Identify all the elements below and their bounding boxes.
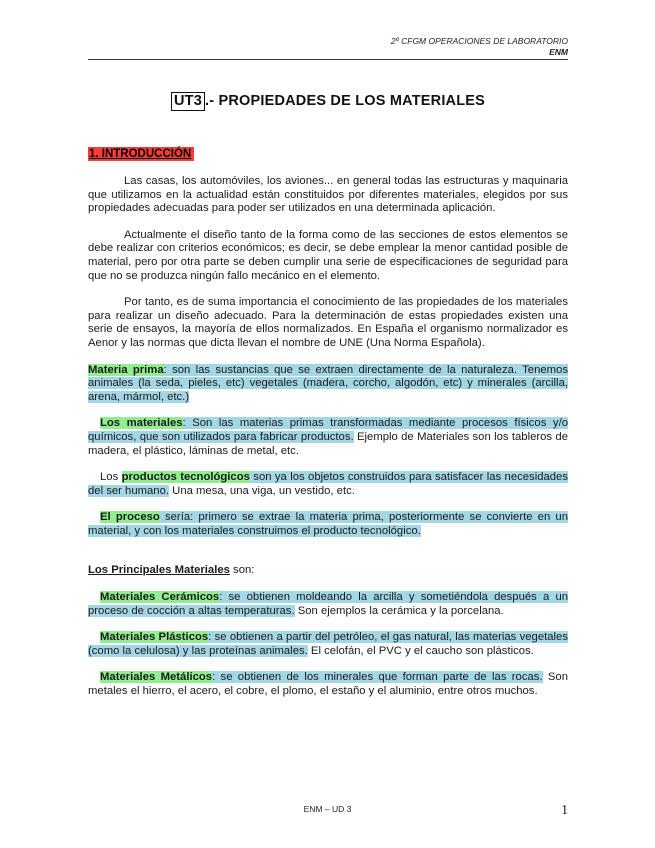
text-segment: El celofán, el PVC y el caucho son plásticos. [307, 644, 534, 657]
materia-prima-definition [88, 364, 568, 405]
materiales-ceramicos [88, 591, 568, 618]
text-segment: Los [100, 471, 122, 484]
text-segment: son ya los objetos construidos para satisfacer las necesidades del ser humano. [88, 471, 568, 497]
text-segment: Los Principales Materiales [88, 564, 230, 577]
highlighted-term: Materia prima [88, 363, 164, 376]
text-segment: Las casas, los automóviles, los aviones... en general todas las estructuras y maquinaria que utilizamos en la actualidad están constituidos por diferentes materiales, elegidos por sus propiedades adecuadas para poder ser utilizados en una determinada aplicación. [88, 175, 568, 215]
header-course-text: 2º CFGM OPERACIONES DE LABORATORIO [390, 36, 568, 46]
highlighted-term: El proceso [100, 511, 160, 524]
text-segment: Son ejemplos la cerámica y la porcelana. [294, 604, 504, 617]
text-segment: : se obtienen a partir del petróleo, el gas natural, las materias vegetales (como la celulosa) y las proteínas animales. [88, 631, 568, 657]
proceso-definition [88, 511, 568, 538]
intro-paragraph-3 [88, 296, 568, 350]
page-footer [0, 804, 655, 814]
text-segment: : se obtienen de los minerales que forman parte de las rocas. [212, 671, 543, 684]
principales-materiales-heading [88, 564, 568, 578]
materiales-metalicos [88, 671, 568, 698]
materiales-plasticos [88, 631, 568, 658]
productos-tecnologicos-definition [88, 471, 568, 498]
introduction-heading: 1. INTRODUCCIÓN [88, 147, 194, 161]
section-heading-row [88, 144, 568, 162]
highlighted-term: Materiales Cerámicos [100, 591, 220, 604]
page-number: 1 [561, 802, 568, 817]
document-body [88, 175, 568, 699]
materiales-definition [88, 417, 568, 458]
text-segment: Son metales el hierro, el acero, el cobre, el plomo, el estaño y el aluminio, entre otros muchos. [88, 671, 568, 698]
text-segment: sería: primero se extrae la materia prima, posteriormente se convierte en un material, y con los materiales construimos el producto tecnológico. [88, 511, 568, 537]
title-text: .- PROPIEDADES DE LOS MATERIALES [204, 93, 486, 109]
highlighted-term: productos tecnológicos [121, 471, 250, 484]
text-segment: : se obtienen moldeando la arcilla y sometiéndola después a un proceso de cocción a altas temperaturas. [88, 591, 569, 617]
header-org-text: ENM [549, 46, 568, 57]
text-segment: son: [229, 564, 255, 577]
page-title [88, 93, 568, 109]
highlighted-term: Los materiales [100, 417, 183, 430]
text-segment: Una mesa, una viga, un vestido, etc. [169, 484, 355, 497]
intro-paragraph-1 [88, 175, 568, 216]
text-segment: Por tanto, es de suma importancia el conocimiento de las propiedades de los materiales para realizar un diseño adecuado. Para la determinación de estas propiedades existen una serie de ensayos, la mayoría de ellos normalizados. En España el organismo normalizador es Aenor y las normas que dicta llevan el nombre de UNE (Una Norma Española). [88, 296, 568, 349]
unit-code-box: UT3 [171, 92, 205, 111]
page-header [88, 36, 568, 60]
text-segment: : son las sustancias que se extraen directamente de la naturaleza. Tenemos animales (la seda, pieles, etc) vegetales (madera, corcho, algodón, etc) y minerales (arcilla, arena, mármol, etc.) [88, 363, 568, 403]
footer-text: ENM – UD 3 [303, 804, 352, 814]
text-segment: Ejemplo de Materiales son los tableros de madera, el plástico, láminas de metal, etc. [88, 430, 568, 457]
intro-paragraph-2 [88, 229, 568, 283]
highlighted-term: Materiales Plásticos [100, 631, 209, 644]
text-segment: : Son las materias primas transformadas mediante procesos físicos y/o químicos, que son utilizados para fabricar productos. [88, 417, 568, 443]
highlighted-term: Materiales Metálicos [100, 671, 213, 684]
text-segment: Actualmente el diseño tanto de la forma como de las secciones de estos elementos se debe realizar con criterios económicos; es decir, se debe emplear la menor cantidad posible de material, pero por otra parte se deben cumplir una serie de especificaciones de seguridad para que no se produzca ningún fallo mecánico en el elemento. [88, 228, 568, 282]
